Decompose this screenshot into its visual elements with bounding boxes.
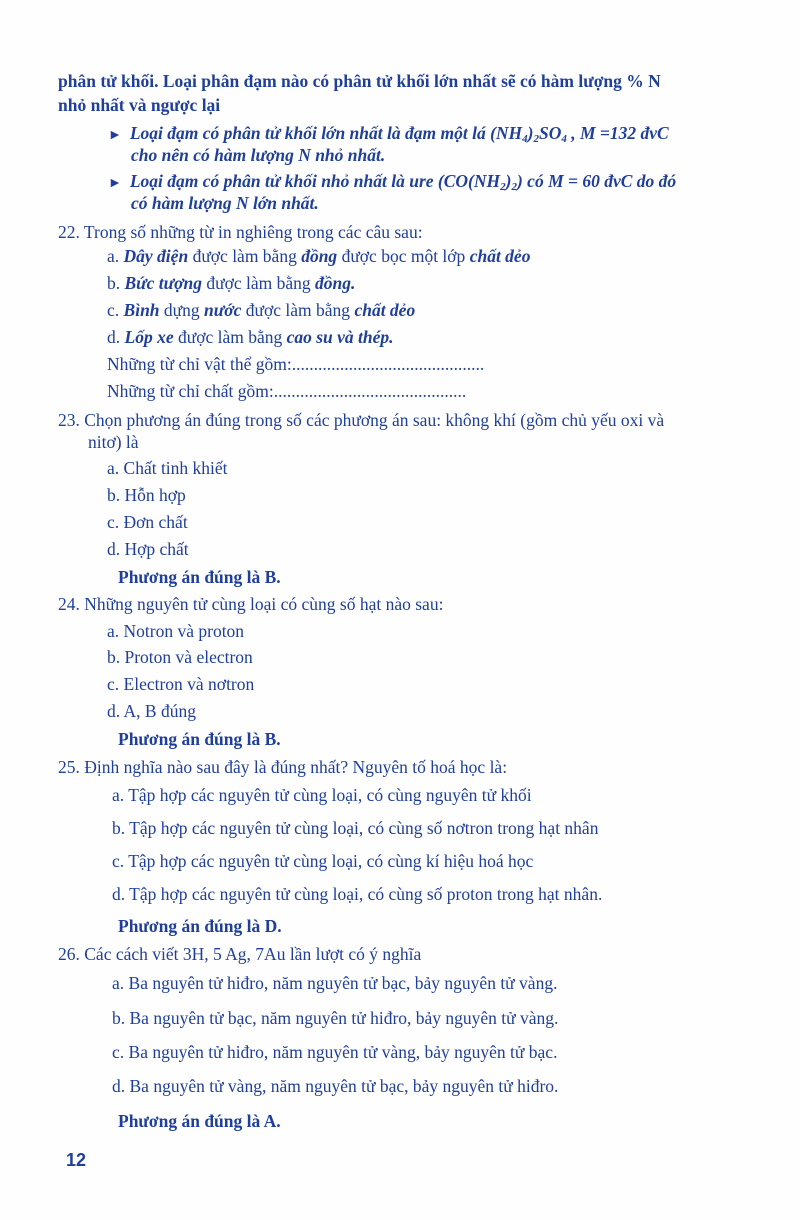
bullet-1-line-2: cho nên có hàm lượng N nhỏ nhất. — [131, 145, 386, 165]
question-23-answer: Phương án đúng là B. — [118, 567, 281, 587]
question-26-answer: Phương án đúng là A. — [118, 1111, 281, 1131]
question-22-fill-substances: Những từ chỉ chất gồm:............................................ — [107, 381, 467, 401]
question-23-option-a: a. Chất tinh khiết — [107, 458, 228, 478]
question-26-stem: 26. Các cách viết 3H, 5 Ag, 7Au lần lượt có ý nghĩa — [58, 944, 422, 964]
question-25-option-a: a. Tập hợp các nguyên tử cùng loại, có cùng nguyên tử khối — [112, 785, 532, 805]
question-22-option-a: a. Dây điện được làm bằng đồng được bọc một lớp chất dẻo — [107, 246, 531, 266]
question-22-option-c: c. Bình dựng nước được làm bằng chất dẻo — [107, 300, 416, 320]
question-22-fill-objects: Những từ chỉ vật thể gồm:............................................ — [107, 354, 485, 374]
question-26-option-c: c. Ba nguyên tử hiđro, năm nguyên tử vàng, bảy nguyên tử bạc. — [112, 1042, 558, 1062]
intro-line-1: phân tử khối. Loại phân đạm nào có phân tử khối lớn nhất sẽ có hàm lượng % N — [58, 71, 661, 91]
page-number: 12 — [66, 1150, 87, 1170]
question-26-option-d: d. Ba nguyên tử vàng, năm nguyên tử bạc, bảy nguyên tử hiđro. — [112, 1076, 559, 1096]
arrow-icon: ► — [108, 128, 122, 143]
bullet-2-line-2: có hàm lượng N lớn nhất. — [131, 193, 319, 213]
question-23-stem-line-1: 23. Chọn phương án đúng trong số các phương án sau: không khí (gồm chủ yếu oxi và — [58, 410, 665, 430]
question-24-stem: 24. Những nguyên tử cùng loại có cùng số hạt nào sau: — [58, 594, 444, 614]
question-25-option-c: c. Tập hợp các nguyên tử cùng loại, có cùng kí hiệu hoá học — [112, 851, 534, 871]
question-24-option-d: d. A, B đúng — [107, 701, 196, 721]
bullet-2-line-1: ► Loại đạm có phân tử khối nhỏ nhất là ure $(CO(NH_2)_2)$ có M = 60 đvC do đó — [108, 171, 677, 193]
question-26-option-a: a. Ba nguyên tử hiđro, năm nguyên tử bạc, bảy nguyên tử vàng. — [112, 973, 558, 993]
question-25-option-d: d. Tập hợp các nguyên tử cùng loại, có cùng số proton trong hạt nhân. — [112, 884, 603, 904]
question-26-option-b: b. Ba nguyên tử bạc, năm nguyên tử hiđro, bảy nguyên tử vàng. — [112, 1008, 559, 1028]
question-23-option-b: b. Hỗn hợp — [107, 485, 186, 505]
question-24-answer: Phương án đúng là B. — [118, 729, 281, 749]
intro-line-2: nhỏ nhất và ngược lại — [58, 95, 221, 115]
question-22-option-b: b. Bức tượng được làm bằng đồng. — [107, 273, 356, 293]
bullet-1-line-1: ► Loại đạm có phân tử khối lớn nhất là đạm một lá $(NH_4)_2SO_4$ , M =132 đvC — [108, 123, 669, 145]
question-25-answer: Phương án đúng là D. — [118, 916, 282, 936]
arrow-icon: ► — [108, 176, 122, 191]
question-25-stem: 25. Định nghĩa nào sau đây là đúng nhất? Nguyên tố hoá học là: — [58, 757, 508, 777]
question-22-stem: 22. Trong số những từ in nghiêng trong các câu sau: — [58, 222, 423, 242]
question-25-option-b: b. Tập hợp các nguyên tử cùng loại, có cùng số nơtron trong hạt nhân — [112, 818, 599, 838]
question-23-stem-line-2: nitơ) là — [88, 432, 139, 452]
question-23-option-d: d. Hợp chất — [107, 539, 189, 559]
question-24-option-b: b. Proton và electron — [107, 647, 253, 667]
question-22-option-d: d. Lốp xe được làm bằng cao su và thép. — [107, 327, 394, 347]
question-23-option-c: c. Đơn chất — [107, 512, 188, 532]
question-24-option-a: a. Notron và proton — [107, 621, 245, 641]
question-24-option-c: c. Electron và nơtron — [107, 674, 255, 694]
